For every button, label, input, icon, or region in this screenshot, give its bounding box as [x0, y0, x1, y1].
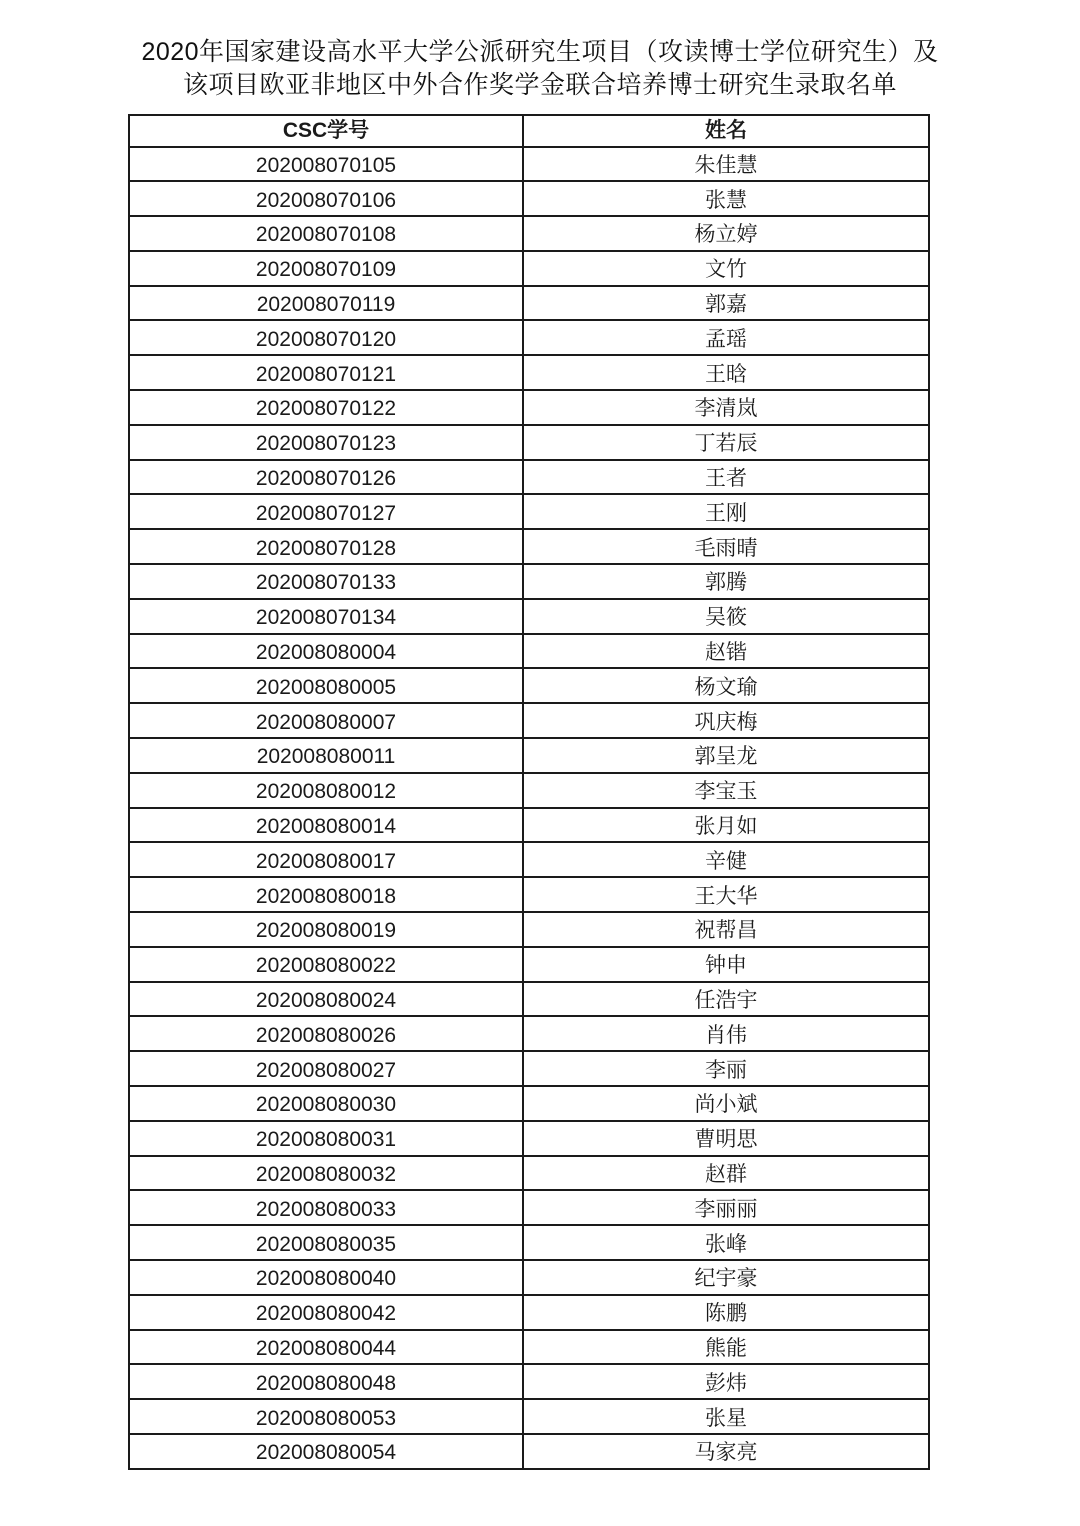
csc-id-cell: 202008080053	[129, 1399, 523, 1434]
table-row	[129, 390, 929, 425]
csc-id-cell: 202008070106	[129, 181, 523, 216]
name-cell: 李丽丽	[523, 1190, 929, 1225]
csc-id-cell: 202008070108	[129, 216, 523, 251]
name-cell: 张月如	[523, 808, 929, 843]
name-cell: 王晗	[523, 355, 929, 390]
table-row	[129, 1399, 929, 1434]
csc-id-cell: 202008070120	[129, 320, 523, 355]
table-row	[129, 1086, 929, 1121]
csc-id-cell: 202008070105	[129, 147, 523, 182]
name-cell: 祝帮昌	[523, 912, 929, 947]
table-row	[129, 425, 929, 460]
table-row	[129, 842, 929, 877]
csc-id-cell: 202008070127	[129, 494, 523, 529]
admission-list-table	[128, 114, 930, 1470]
csc-id-cell: 202008070119	[129, 286, 523, 321]
csc-id-cell: 202008080017	[129, 842, 523, 877]
table-row	[129, 181, 929, 216]
csc-id-cell: 202008080014	[129, 808, 523, 843]
csc-id-cell: 202008080032	[129, 1156, 523, 1191]
csc-id-cell: 202008070133	[129, 564, 523, 599]
table-row	[129, 494, 929, 529]
name-cell: 纪宇豪	[523, 1260, 929, 1295]
table-row	[129, 1260, 929, 1295]
name-cell: 郭腾	[523, 564, 929, 599]
csc-id-cell: 202008070134	[129, 599, 523, 634]
csc-id-cell: 202008080031	[129, 1121, 523, 1156]
table-row	[129, 355, 929, 390]
name-cell: 李丽	[523, 1051, 929, 1086]
table-row	[129, 147, 929, 182]
name-cell: 朱佳慧	[523, 147, 929, 182]
csc-id-cell: 202008080007	[129, 703, 523, 738]
table-row	[129, 912, 929, 947]
name-cell: 文竹	[523, 251, 929, 286]
name-cell: 孟瑶	[523, 320, 929, 355]
name-cell: 郭呈龙	[523, 738, 929, 773]
name-cell: 郭嘉	[523, 286, 929, 321]
document-title	[0, 36, 1080, 102]
table-row	[129, 1156, 929, 1191]
table-row	[129, 529, 929, 564]
table-row	[129, 947, 929, 982]
csc-id-cell: 202008080033	[129, 1190, 523, 1225]
table-row	[129, 251, 929, 286]
name-cell: 陈鹏	[523, 1295, 929, 1330]
table-row	[129, 564, 929, 599]
table-row	[129, 599, 929, 634]
table-row	[129, 877, 929, 912]
csc-id-cell: 202008080019	[129, 912, 523, 947]
table-row	[129, 1295, 929, 1330]
csc-id-cell: 202008080011	[129, 738, 523, 773]
table-header-row	[129, 115, 929, 147]
name-cell: 王者	[523, 460, 929, 495]
table-row	[129, 703, 929, 738]
csc-id-cell: 202008080035	[129, 1225, 523, 1260]
table-row	[129, 1121, 929, 1156]
table-row	[129, 460, 929, 495]
name-cell: 张星	[523, 1399, 929, 1434]
name-cell: 尚小斌	[523, 1086, 929, 1121]
csc-id-cell: 202008070126	[129, 460, 523, 495]
csc-id-cell: 202008080044	[129, 1330, 523, 1365]
csc-id-cell: 202008080027	[129, 1051, 523, 1086]
column-header-name: 姓名	[523, 115, 929, 147]
name-cell: 肖伟	[523, 1016, 929, 1051]
csc-id-cell: 202008080030	[129, 1086, 523, 1121]
table-row	[129, 320, 929, 355]
name-cell: 巩庆梅	[523, 703, 929, 738]
name-cell: 张峰	[523, 1225, 929, 1260]
table-row	[129, 808, 929, 843]
title-line-1: 2020年国家建设高水平大学公派研究生项目（攻读博士学位研究生）及	[141, 38, 939, 66]
csc-id-cell: 202008080048	[129, 1364, 523, 1399]
table-row	[129, 1051, 929, 1086]
name-cell: 杨立婷	[523, 216, 929, 251]
name-cell: 丁若辰	[523, 425, 929, 460]
table-row	[129, 634, 929, 669]
csc-id-cell: 202008080022	[129, 947, 523, 982]
name-cell: 毛雨晴	[523, 529, 929, 564]
csc-id-cell: 202008080026	[129, 1016, 523, 1051]
name-cell: 彭炜	[523, 1364, 929, 1399]
name-cell: 熊能	[523, 1330, 929, 1365]
name-cell: 杨文瑜	[523, 668, 929, 703]
table-row	[129, 668, 929, 703]
name-cell: 马家亮	[523, 1434, 929, 1469]
table-row	[129, 738, 929, 773]
csc-id-cell: 202008080018	[129, 877, 523, 912]
name-cell: 赵锴	[523, 634, 929, 669]
table-row	[129, 1330, 929, 1365]
table-row	[129, 1434, 929, 1469]
title-line-2: 该项目欧亚非地区中外合作奖学金联合培养博士研究生录取名单	[182, 71, 897, 99]
table-row	[129, 216, 929, 251]
name-cell: 曹明思	[523, 1121, 929, 1156]
csc-id-cell: 202008080040	[129, 1260, 523, 1295]
csc-id-cell: 202008080042	[129, 1295, 523, 1330]
csc-id-cell: 202008070109	[129, 251, 523, 286]
name-cell: 任浩宇	[523, 982, 929, 1017]
name-cell: 吴筱	[523, 599, 929, 634]
table-row	[129, 1364, 929, 1399]
table-row	[129, 773, 929, 808]
name-cell: 辛健	[523, 842, 929, 877]
name-cell: 李宝玉	[523, 773, 929, 808]
table-row	[129, 1190, 929, 1225]
table-row	[129, 1016, 929, 1051]
name-cell: 张慧	[523, 181, 929, 216]
csc-id-cell: 202008080012	[129, 773, 523, 808]
table-row	[129, 982, 929, 1017]
csc-id-cell: 202008070123	[129, 425, 523, 460]
csc-id-cell: 202008070128	[129, 529, 523, 564]
csc-id-cell: 202008070122	[129, 390, 523, 425]
name-cell: 王大华	[523, 877, 929, 912]
csc-id-cell: 202008080054	[129, 1434, 523, 1469]
csc-id-cell: 202008080005	[129, 668, 523, 703]
name-cell: 王刚	[523, 494, 929, 529]
table-row	[129, 1225, 929, 1260]
name-cell: 钟申	[523, 947, 929, 982]
csc-id-cell: 202008070121	[129, 355, 523, 390]
table-row	[129, 286, 929, 321]
column-header-csc-id: CSC学号	[129, 115, 523, 147]
csc-id-cell: 202008080004	[129, 634, 523, 669]
name-cell: 赵群	[523, 1156, 929, 1191]
csc-id-cell: 202008080024	[129, 982, 523, 1017]
name-cell: 李清岚	[523, 390, 929, 425]
